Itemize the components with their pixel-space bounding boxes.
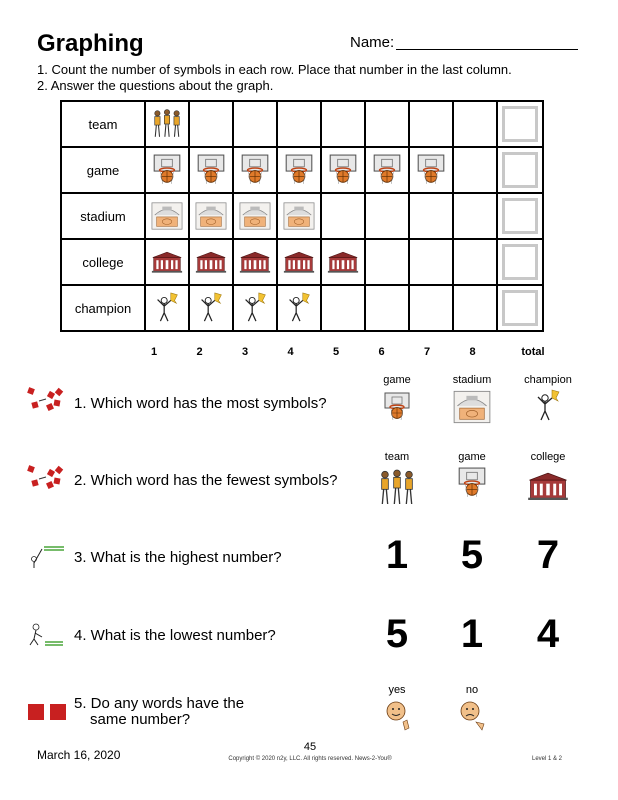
game-symbol: [189, 147, 233, 193]
page-title: Graphing: [37, 30, 144, 57]
q1-option-1-label[interactable]: game: [383, 374, 411, 386]
champion-icon[interactable]: [533, 389, 563, 423]
q5-option-no-label[interactable]: no: [465, 684, 479, 696]
team-icon: [151, 108, 183, 140]
row-label-champion: champion: [61, 285, 145, 331]
college-symbol: [189, 239, 233, 285]
champion-symbol: [145, 285, 189, 331]
empty-cell: [321, 101, 365, 147]
empty-cell: [453, 101, 497, 147]
stadium-icon: [283, 200, 315, 232]
game-icon[interactable]: [456, 467, 488, 499]
x-tick-label: 7: [423, 346, 431, 358]
yes-face-icon[interactable]: [383, 700, 413, 734]
team-symbol: [145, 101, 189, 147]
game-icon: [283, 154, 315, 186]
q3-option-3[interactable]: 7: [536, 533, 560, 577]
stadium-symbol: [189, 193, 233, 239]
team-icon[interactable]: [377, 468, 417, 508]
row-label-stadium: stadium: [61, 193, 145, 239]
question-1: 1. Which word has the most symbols?: [74, 395, 327, 412]
empty-cell: [365, 193, 409, 239]
copyright: Copyright © 2020 n2y, LLC. All rights reserved. News-2-You®: [228, 756, 392, 762]
game-symbol: [145, 147, 189, 193]
stadium-symbol: [145, 193, 189, 239]
total-cell: [497, 101, 543, 147]
game-icon: [151, 154, 183, 186]
fewest-icon: [25, 464, 67, 494]
graph-row-college: [61, 239, 543, 285]
q1-option-3-label[interactable]: champion: [524, 374, 572, 386]
stadium-icon: [151, 200, 183, 232]
graph-row-game: [61, 147, 543, 193]
x-tick-label: 2: [196, 346, 203, 358]
stadium-icon: [239, 200, 271, 232]
game-symbol: [321, 147, 365, 193]
champion-symbol: [233, 285, 277, 331]
game-icon: [415, 154, 447, 186]
champion-symbol: [277, 285, 321, 331]
question-2: 2. Which word has the fewest symbols?: [74, 472, 338, 489]
x-tick-label: 8: [469, 346, 476, 358]
lowest-icon: [27, 615, 67, 649]
stadium-symbol: [233, 193, 277, 239]
total-answer-box[interactable]: [502, 106, 538, 142]
empty-cell: [365, 101, 409, 147]
college-icon: [151, 246, 183, 278]
game-symbol: [365, 147, 409, 193]
total-cell: [497, 239, 543, 285]
most-icon: [25, 386, 67, 416]
total-answer-box[interactable]: [502, 198, 538, 234]
college-symbol: [233, 239, 277, 285]
q1-option-2-label[interactable]: stadium: [452, 374, 492, 386]
total-column-label: total: [521, 346, 545, 358]
game-icon[interactable]: [382, 392, 412, 422]
college-icon: [239, 246, 271, 278]
x-tick-label: 1: [150, 346, 158, 358]
q3-option-2[interactable]: 5: [460, 533, 484, 577]
x-tick-label: 4: [287, 346, 294, 358]
empty-cell: [453, 285, 497, 331]
college-symbol: [321, 239, 365, 285]
name-label: Name:: [350, 34, 395, 51]
x-tick-label: 6: [378, 346, 385, 358]
game-symbol: [409, 147, 453, 193]
stadium-symbol: [277, 193, 321, 239]
empty-cell: [453, 193, 497, 239]
q2-option-2-label[interactable]: game: [458, 451, 486, 463]
total-answer-box[interactable]: [502, 290, 538, 326]
empty-cell: [409, 285, 453, 331]
champion-icon: [239, 292, 271, 324]
empty-cell: [453, 239, 497, 285]
footer-date: March 16, 2020: [37, 748, 121, 762]
stadium-icon: [195, 200, 227, 232]
empty-cell: [409, 239, 453, 285]
question-3: 3. What is the highest number?: [74, 549, 282, 566]
q4-option-1[interactable]: 5: [385, 612, 409, 656]
highest-icon: [28, 537, 68, 571]
empty-cell: [189, 101, 233, 147]
graph-table: [60, 100, 544, 332]
empty-cell: [365, 239, 409, 285]
total-answer-box[interactable]: [502, 152, 538, 188]
empty-cell: [233, 101, 277, 147]
question-5-line-1: 5. Do any words have the: [74, 695, 245, 712]
stadium-icon[interactable]: [453, 390, 491, 424]
q2-option-1-label[interactable]: team: [384, 451, 410, 463]
row-label-team: team: [61, 101, 145, 147]
name-field[interactable]: [396, 49, 578, 50]
game-icon: [239, 154, 271, 186]
square-icon: [28, 704, 44, 720]
q2-option-3-label[interactable]: college: [530, 451, 566, 463]
square-icon: [50, 704, 66, 720]
total-cell: [497, 193, 543, 239]
question-5-line-2: same number?: [90, 711, 191, 728]
college-symbol: [145, 239, 189, 285]
no-face-icon[interactable]: [457, 700, 487, 734]
question-4: 4. What is the lowest number?: [74, 627, 276, 644]
x-tick-label: 5: [332, 346, 340, 358]
graph-row-stadium: [61, 193, 543, 239]
instruction-2: 2. Answer the questions about the graph.: [37, 78, 274, 93]
q5-option-yes-label[interactable]: yes: [388, 684, 406, 696]
college-icon[interactable]: [527, 470, 569, 502]
college-symbol: [277, 239, 321, 285]
instruction-1: 1. Count the number of symbols in each row. Place that number in the last column.: [37, 62, 512, 77]
empty-cell: [277, 101, 321, 147]
game-symbol: [277, 147, 321, 193]
empty-cell: [321, 193, 365, 239]
champion-symbol: [189, 285, 233, 331]
level-label: Level 1 & 2: [532, 756, 563, 762]
q4-option-2[interactable]: 1: [460, 612, 484, 656]
row-label-game: game: [61, 147, 145, 193]
page-number: 45: [303, 741, 317, 753]
champion-icon: [151, 292, 183, 324]
total-answer-box[interactable]: [502, 244, 538, 280]
total-cell: [497, 285, 543, 331]
champion-icon: [195, 292, 227, 324]
total-cell: [497, 147, 543, 193]
game-icon: [371, 154, 403, 186]
x-tick-label: 3: [241, 346, 249, 358]
college-icon: [283, 246, 315, 278]
q4-option-3[interactable]: 4: [536, 612, 560, 656]
game-icon: [195, 154, 227, 186]
empty-cell: [321, 285, 365, 331]
graph-row-champion: [61, 285, 543, 331]
row-label-college: college: [61, 239, 145, 285]
q3-option-1[interactable]: 1: [385, 533, 409, 577]
empty-cell: [365, 285, 409, 331]
game-icon: [327, 154, 359, 186]
game-symbol: [233, 147, 277, 193]
graph-row-team: [61, 101, 543, 147]
empty-cell: [409, 101, 453, 147]
empty-cell: [409, 193, 453, 239]
college-icon: [327, 246, 359, 278]
college-icon: [195, 246, 227, 278]
champion-icon: [283, 292, 315, 324]
empty-cell: [453, 147, 497, 193]
